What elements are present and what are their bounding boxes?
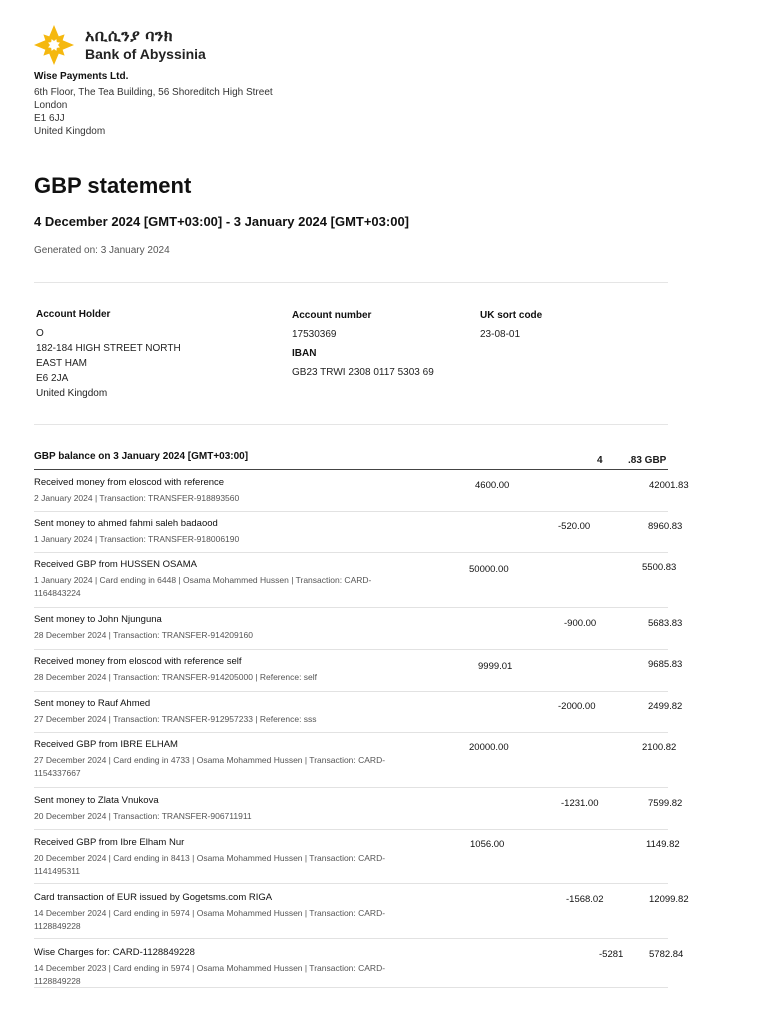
divider xyxy=(34,282,668,283)
transaction-meta: 20 December 2024 | Transaction: TRANSFER-906711911 xyxy=(34,811,252,821)
account-holder-label: Account Holder xyxy=(36,309,111,320)
transaction-description: Sent money to John Njunguna xyxy=(34,614,162,625)
transaction-amount-out: -1231.00 xyxy=(561,798,599,809)
account-holder-line: O xyxy=(36,328,44,339)
transaction-balance: 5500.83 xyxy=(642,562,677,573)
transaction-meta: 1 January 2024 | Transaction: TRANSFER-918006190 xyxy=(34,534,240,544)
transaction-balance: 42001.83 xyxy=(649,480,689,491)
transaction-balance: 2499.82 xyxy=(648,701,683,712)
balance-value-currency: .83 GBP xyxy=(628,455,667,466)
transaction-description: Received GBP from Ibre Elham Nur xyxy=(34,837,185,848)
transaction-amount-in: 50000.00 xyxy=(469,564,509,575)
company-address-line: United Kingdom xyxy=(34,126,106,137)
company-name: Wise Payments Ltd. xyxy=(34,71,129,82)
account-holder-block xyxy=(36,307,181,401)
transaction-amount-out: -5281 xyxy=(599,949,624,960)
iban-value: GB23 TRWI 2308 0117 5303 69 xyxy=(292,367,434,378)
transaction-row xyxy=(34,614,683,650)
account-holder-line: 182-184 HIGH STREET NORTH xyxy=(36,343,181,354)
transaction-balance: 7599.82 xyxy=(648,798,683,809)
transaction-balance: 12099.82 xyxy=(649,894,689,905)
transaction-row xyxy=(34,739,677,788)
transaction-meta: 2 January 2024 | Transaction: TRANSFER-918893560 xyxy=(34,493,240,503)
transaction-amount-out: -2000.00 xyxy=(558,701,596,712)
transaction-amount-out: -520.00 xyxy=(558,521,591,532)
transaction-meta: 14 December 2024 | Card ending in 5974 | Osama Mohammed Hussen | Transaction: CARD-1128849228 xyxy=(34,908,386,931)
account-number: 17530369 xyxy=(292,329,337,340)
account-number-label: Account number xyxy=(292,310,372,321)
account-holder-line: EAST HAM xyxy=(36,358,87,369)
transaction-description: Received GBP from HUSSEN OSAMA xyxy=(34,559,197,570)
transaction-amount-in: 20000.00 xyxy=(469,742,509,753)
transaction-row xyxy=(34,837,680,884)
transaction-amount-in: 4600.00 xyxy=(475,480,510,491)
statement-title: GBP statement xyxy=(34,173,192,198)
balance-value-part: 4 xyxy=(597,455,603,466)
transaction-balance: 8960.83 xyxy=(648,521,683,532)
account-holder-line: United Kingdom xyxy=(36,388,108,399)
transaction-meta: 27 December 2024 | Transaction: TRANSFER-912957233 | Reference: sss xyxy=(34,714,317,724)
bank-name-amharic: አቢሲንያ ባንክ xyxy=(85,27,173,45)
transaction-amount-in: 9999.01 xyxy=(478,661,513,672)
transaction-description: Received money from eloscod with reference xyxy=(34,477,225,488)
transaction-meta: 20 December 2024 | Card ending in 8413 | Osama Mohammed Hussen | Transaction: CARD-1141495311 xyxy=(34,853,386,876)
transaction-description: Card transaction of EUR issued by Gogetsms.com RIGA xyxy=(34,892,273,903)
transaction-row xyxy=(34,947,684,988)
sort-code-block xyxy=(480,308,542,342)
sort-code: 23-08-01 xyxy=(480,329,521,340)
balance-label: GBP balance on 3 January 2024 [GMT+03:00] xyxy=(34,451,249,462)
transaction-balance: 1149.82 xyxy=(646,839,680,850)
transaction-meta: 28 December 2024 | Transaction: TRANSFER-914209160 xyxy=(34,630,253,640)
statement-period: 4 December 2024 [GMT+03:00] - 3 January 2024 [GMT+03:00] xyxy=(34,214,410,229)
bank-logo-icon xyxy=(33,24,75,66)
transaction-row xyxy=(34,559,677,608)
sort-code-label: UK sort code xyxy=(480,310,543,321)
divider xyxy=(34,424,668,425)
transaction-row xyxy=(34,892,689,939)
transaction-balance: 5782.84 xyxy=(649,949,684,960)
transaction-description: Sent money to Zlata Vnukova xyxy=(34,795,159,806)
company-address-block xyxy=(34,70,273,138)
transaction-row xyxy=(34,477,689,512)
transaction-description: Wise Charges for: CARD-1128849228 xyxy=(34,947,195,958)
transaction-meta: 28 December 2024 | Transaction: TRANSFER-914205000 | Reference: self xyxy=(34,672,318,682)
transaction-balance: 2100.82 xyxy=(642,742,677,753)
transaction-description: Received GBP from IBRE ELHAM xyxy=(34,739,178,750)
transaction-row xyxy=(34,698,683,733)
transaction-balance: 9685.83 xyxy=(648,659,683,670)
account-number-block xyxy=(292,308,434,380)
generated-date: Generated on: 3 January 2024 xyxy=(34,245,170,256)
transaction-balance: 5683.83 xyxy=(648,618,683,629)
iban-label: IBAN xyxy=(292,348,317,359)
company-address-line: London xyxy=(34,100,68,111)
transaction-row xyxy=(34,795,683,830)
account-holder-line: E6 2JA xyxy=(36,373,69,384)
transaction-row xyxy=(34,656,683,692)
company-address-line: 6th Floor, The Tea Building, 56 Shoreditch High Street xyxy=(34,87,273,98)
company-address-line: E1 6JJ xyxy=(34,113,65,124)
transaction-amount-in: 1056.00 xyxy=(470,839,505,850)
transaction-description: Received money from eloscod with reference self xyxy=(34,656,242,667)
transaction-meta: 1 January 2024 | Card ending in 6448 | Osama Mohammed Hussen | Transaction: CARD-1164843224 xyxy=(34,575,372,598)
bank-name: Bank of Abyssinia xyxy=(85,46,206,63)
transaction-meta: 27 December 2024 | Card ending in 4733 | Osama Mohammed Hussen | Transaction: CARD-1154337667 xyxy=(34,755,386,778)
transaction-meta: 14 December 2023 | Card ending in 5974 | Osama Mohammed Hussen | Transaction: CARD-1128849228 xyxy=(34,963,386,986)
transaction-description: Sent money to ahmed fahmi saleh badaood xyxy=(34,518,218,529)
transaction-description: Sent money to Rauf Ahmed xyxy=(34,698,151,709)
transaction-amount-out: -1568.02 xyxy=(566,894,604,905)
balance-header xyxy=(34,449,668,470)
transaction-row xyxy=(34,518,683,553)
bank-logo xyxy=(33,24,206,66)
transaction-amount-out: -900.00 xyxy=(564,618,597,629)
